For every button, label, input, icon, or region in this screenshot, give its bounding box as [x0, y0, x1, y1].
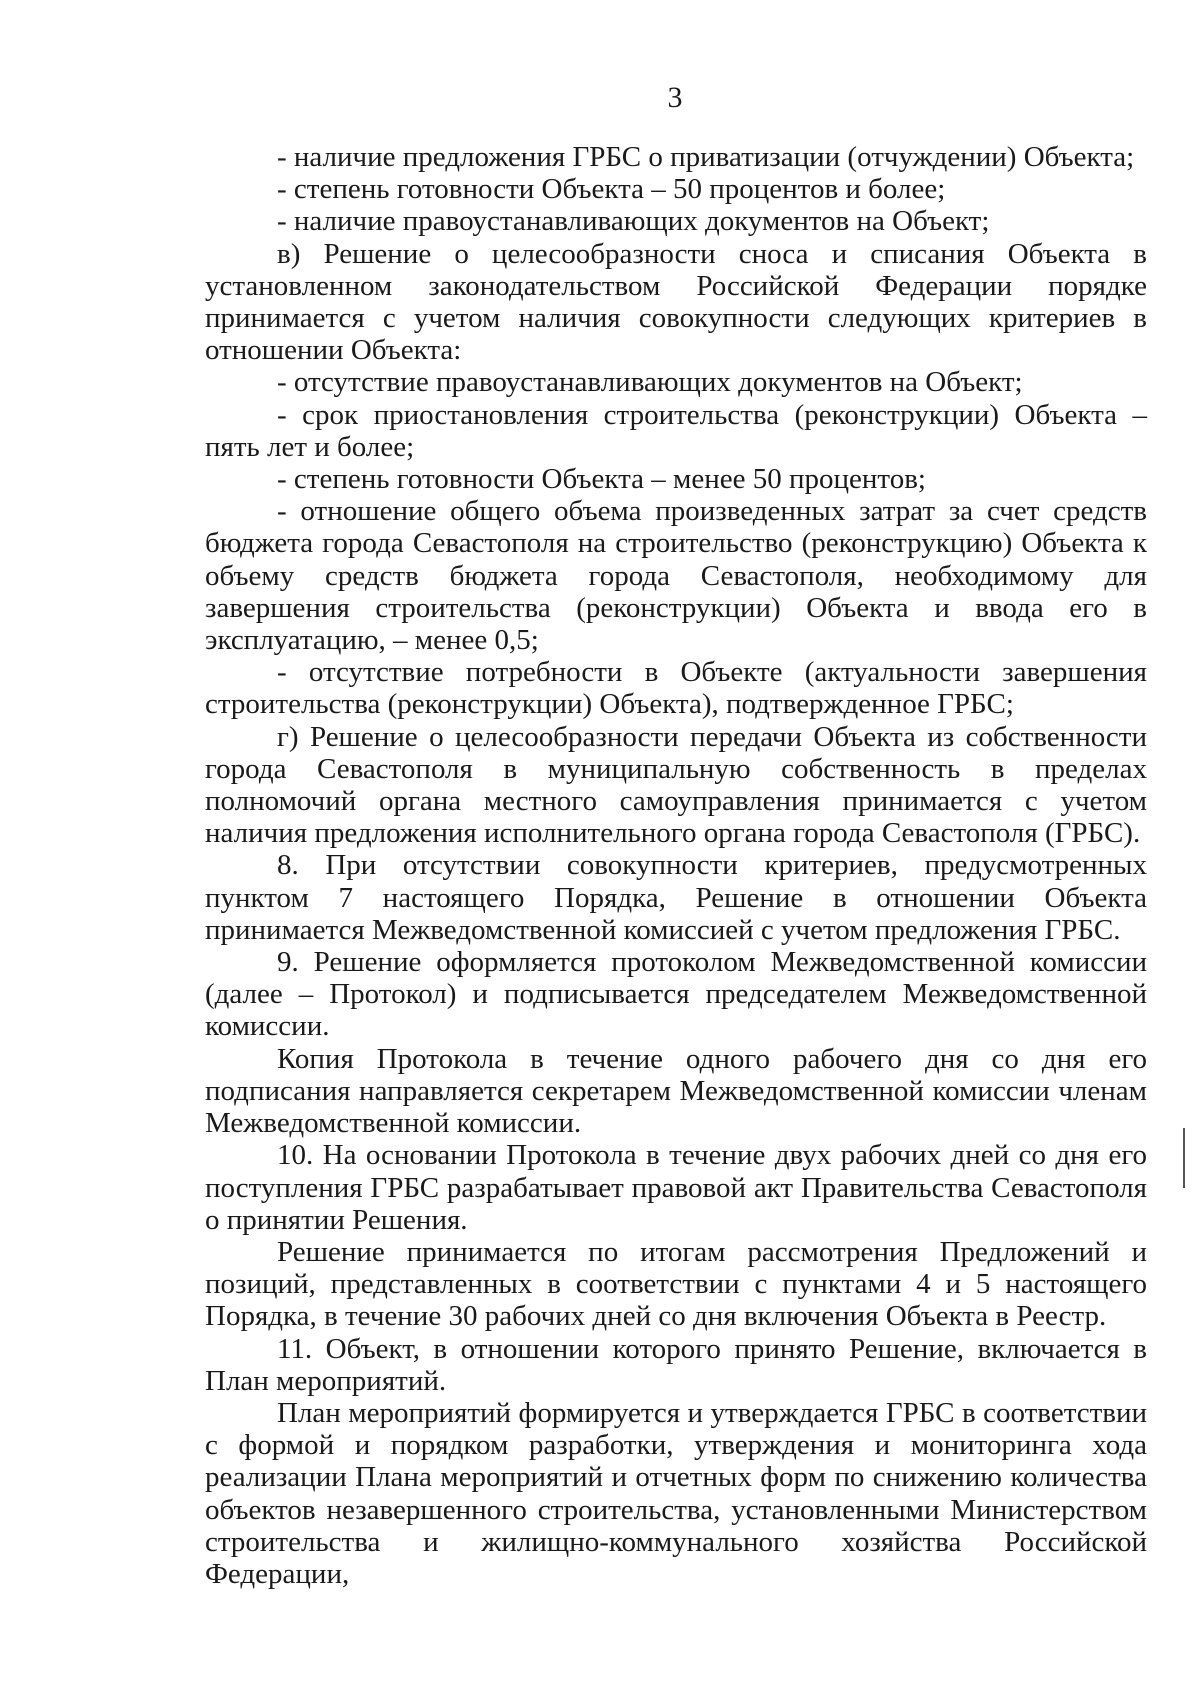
paragraph: 10. На основании Протокола в течение двух рабочих дней со дня его поступления ГРБС разрабатывает правовой акт Правительства Севастополя о принятии Решения. [205, 1139, 1147, 1236]
paragraph: - степень готовности Объекта – 50 процентов и более; [277, 173, 946, 206]
paragraph: - отсутствие потребности в Объекте (актуальности завершения строительства (реконструкции) Объекта), подтвержденное ГРБС; [205, 656, 1147, 721]
paragraph: 8. При отсутствии совокупности критериев, предусмотренных пунктом 7 настоящего Порядка, Решение в отношении Объекта принимается Межведомственной комиссией с учетом предложения ГРБС. [205, 849, 1147, 946]
paragraph: - наличие правоустанавливающих документов на Объект; [277, 205, 990, 238]
paragraph: - наличие предложения ГРБС о приватизации (отчуждении) Объекта; [277, 141, 1135, 173]
document-body [205, 141, 1147, 1590]
paragraph: - отношение общего объема произведенных затрат за счет средств бюджета города Севастополя на строительство (реконструкцию) Объекта к объему средств бюджета города Севастополя, необходимому для завершения строительства (реконструкции) Объекта и ввода его в эксплуатацию, – менее 0,5; [205, 495, 1147, 657]
paragraph: в) Решение о целесообразности сноса и списания Объекта в установленном законодательством Российской Федерации порядке принимается с учетом наличия совокупности следующих критериев в отношении Объекта: [205, 237, 1147, 367]
paragraph: - степень готовности Объекта – менее 50 процентов; [277, 463, 926, 496]
paragraph: - отсутствие правоустанавливающих документов на Объект; [277, 366, 1023, 399]
paragraph: Решение принимается по итогам рассмотрения Предложений и позиций, представленных в соответствии с пунктами 4 и 5 настоящего Порядка, в течение 30 рабочих дней со дня включения Объекта в Реестр. [205, 1235, 1147, 1333]
paragraph: Копия Протокола в течение одного рабочего дня со дня его подписания направляется секретарем Межведомственной комиссии членам Межведомственной комиссии. [205, 1042, 1147, 1140]
paragraph: 9. Решение оформляется протоколом Межведомственной комиссии (далее – Протокол) и подписывается председателем Межведомственной комиссии. [205, 946, 1147, 1043]
scan-edge-mark [1183, 1128, 1185, 1188]
paragraph: г) Решение о целесообразности передачи Объекта из собственности города Севастополя в муниципальную собственность в пределах полномочий органа местного самоуправления принимается с учетом наличия предложения исполнительного органа города Севастополя (ГРБС). [205, 720, 1147, 850]
paragraph: План мероприятий формируется и утверждается ГРБС в соответствии с формой и порядком разработки, утверждения и мониторинга хода реализации Плана мероприятий и отчетных форм по снижению количества объектов незавершенного строительства, установленными Министерством строительства и жилищно-коммунального хозяйства Российской Федерации, [205, 1396, 1147, 1590]
page-number: 3 [667, 81, 683, 114]
paragraph: - срок приостановления строительства (реконструкции) Объекта – пять лет и более; [205, 398, 1147, 463]
paragraph: 11. Объект, в отношении которого принято Решение, включается в План мероприятий. [205, 1332, 1147, 1397]
